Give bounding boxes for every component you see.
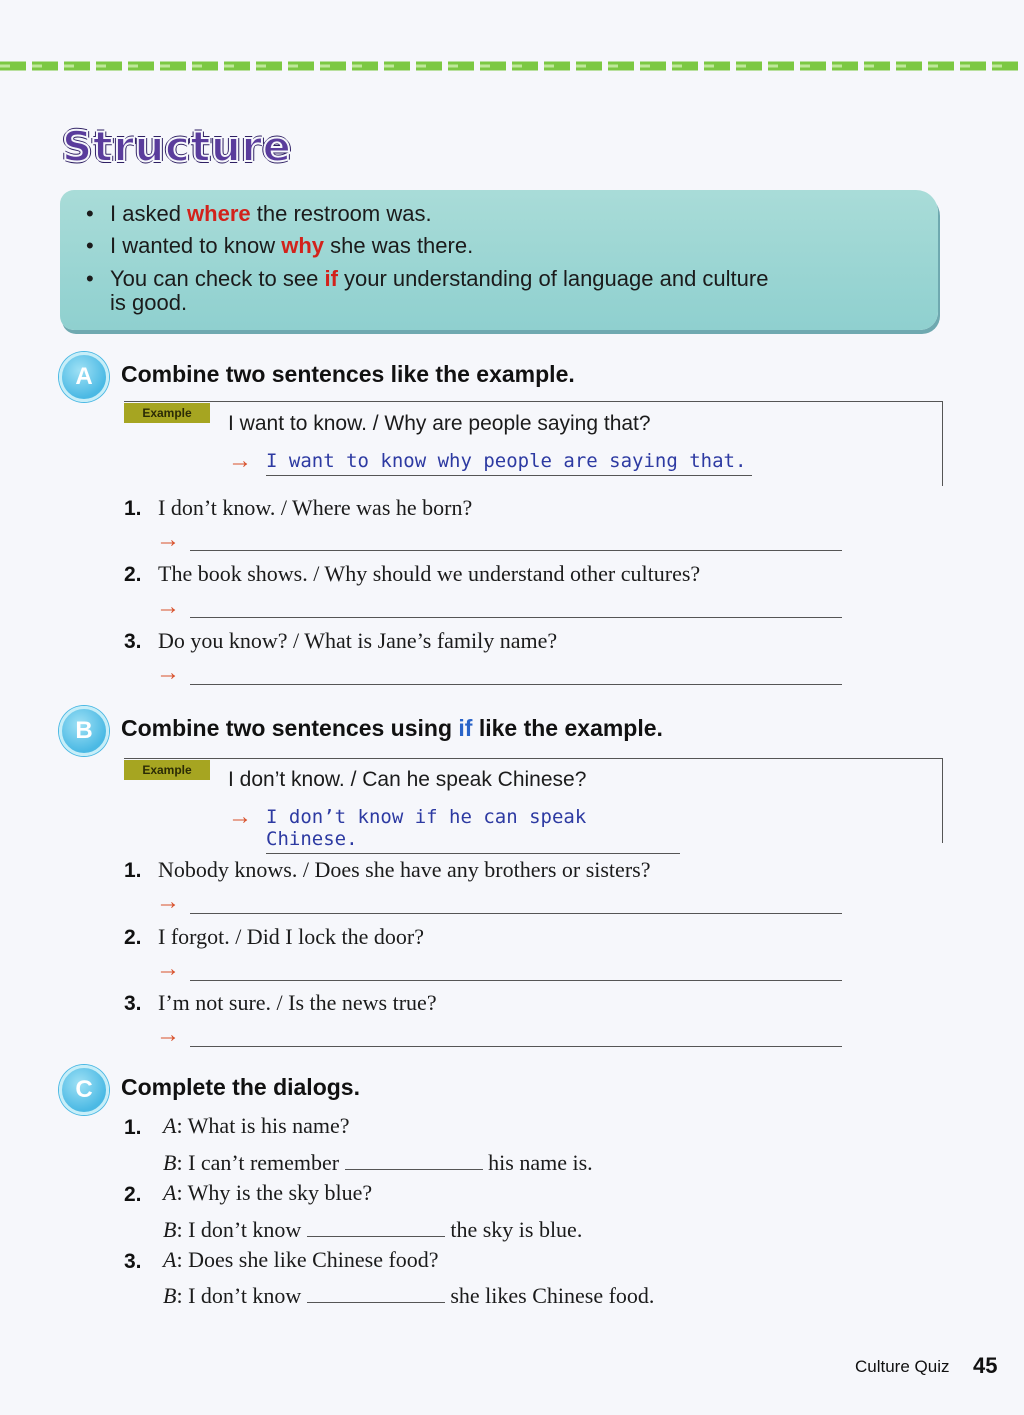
- arrow-icon: →: [156, 955, 180, 982]
- item-number: 2.: [124, 926, 142, 949]
- item-text: The book shows. / Why should we understand other cultures?: [158, 561, 701, 586]
- keyword: where: [187, 201, 251, 226]
- structure-item-continued: is good.: [110, 290, 188, 315]
- arrow-icon: →: [228, 803, 252, 830]
- section-b-title: Combine two sentences using if like the example.: [121, 715, 663, 741]
- dialog-line-b: B: I don’t know the sky is blue.: [163, 1214, 582, 1243]
- section-c-title: Complete the dialogs.: [121, 1074, 360, 1100]
- example-tag: Example: [124, 760, 210, 780]
- section-c-badge: C: [59, 1065, 109, 1115]
- arrow-icon: →: [156, 1021, 180, 1048]
- item-text: I don’t know. / Where was he born?: [158, 495, 473, 520]
- answer-line[interactable]: [190, 913, 842, 914]
- section-a-title: Combine two sentences like the example.: [121, 361, 575, 387]
- answer-line[interactable]: [190, 980, 842, 981]
- section-b-badge: B: [59, 706, 109, 756]
- footer-label: Culture Quiz: [855, 1357, 950, 1376]
- item-number: 2.: [124, 1183, 142, 1206]
- answer-blank[interactable]: [307, 1214, 445, 1237]
- top-dashed-rule: [0, 56, 1024, 74]
- answer-line[interactable]: [190, 684, 842, 685]
- page-title: Structure: [62, 122, 292, 171]
- item-number: 1.: [124, 1116, 142, 1139]
- example-answer: I want to know why people are saying that.: [266, 450, 752, 476]
- page-number: 45: [973, 1353, 998, 1378]
- item-text: I’m not sure. / Is the news true?: [158, 990, 437, 1015]
- keyword: why: [281, 233, 325, 258]
- structure-item: • I wanted to know why she was there.: [86, 233, 474, 258]
- answer-blank[interactable]: [307, 1280, 445, 1303]
- arrow-icon: →: [156, 888, 180, 915]
- item-number: 3.: [124, 630, 142, 653]
- arrow-icon: →: [156, 659, 180, 686]
- item-number: 2.: [124, 563, 142, 586]
- item-number: 3.: [124, 992, 142, 1015]
- keyword: if: [324, 266, 338, 291]
- keyword: if: [458, 715, 473, 741]
- dialog-line-a: A: Does she like Chinese food?: [163, 1247, 439, 1272]
- dialog-line-b: B: I can’t remember his name is.: [163, 1147, 593, 1176]
- example-tag: Example: [124, 403, 210, 423]
- arrow-icon: →: [156, 526, 180, 553]
- answer-line[interactable]: [190, 1046, 842, 1047]
- item-text: Do you know? / What is Jane’s family name?: [158, 628, 558, 653]
- answer-line[interactable]: [190, 617, 842, 618]
- dialog-line-b: B: I don’t know she likes Chinese food.: [163, 1280, 654, 1309]
- example-question: I don’t know. / Can he speak Chinese?: [228, 768, 587, 791]
- structure-item: • I asked where the restroom was.: [86, 201, 432, 226]
- item-text: I forgot. / Did I lock the door?: [158, 924, 424, 949]
- item-number: 1.: [124, 497, 142, 520]
- example-question: I want to know. / Why are people saying that?: [228, 412, 651, 435]
- item-text: Nobody knows. / Does she have any brothers or sisters?: [158, 857, 651, 882]
- structure-item: • You can check to see if your understanding of language and culture: [86, 266, 769, 291]
- arrow-icon: →: [228, 447, 252, 474]
- item-number: 3.: [124, 1250, 142, 1273]
- dialog-line-a: A: What is his name?: [163, 1113, 350, 1138]
- item-number: 1.: [124, 859, 142, 882]
- dialog-line-a: A: Why is the sky blue?: [163, 1180, 373, 1205]
- example-answer: I don’t know if he can speak Chinese.: [266, 806, 680, 854]
- answer-line[interactable]: [190, 550, 842, 551]
- section-a-badge: A: [59, 352, 109, 402]
- answer-blank[interactable]: [345, 1147, 483, 1170]
- arrow-icon: →: [156, 593, 180, 620]
